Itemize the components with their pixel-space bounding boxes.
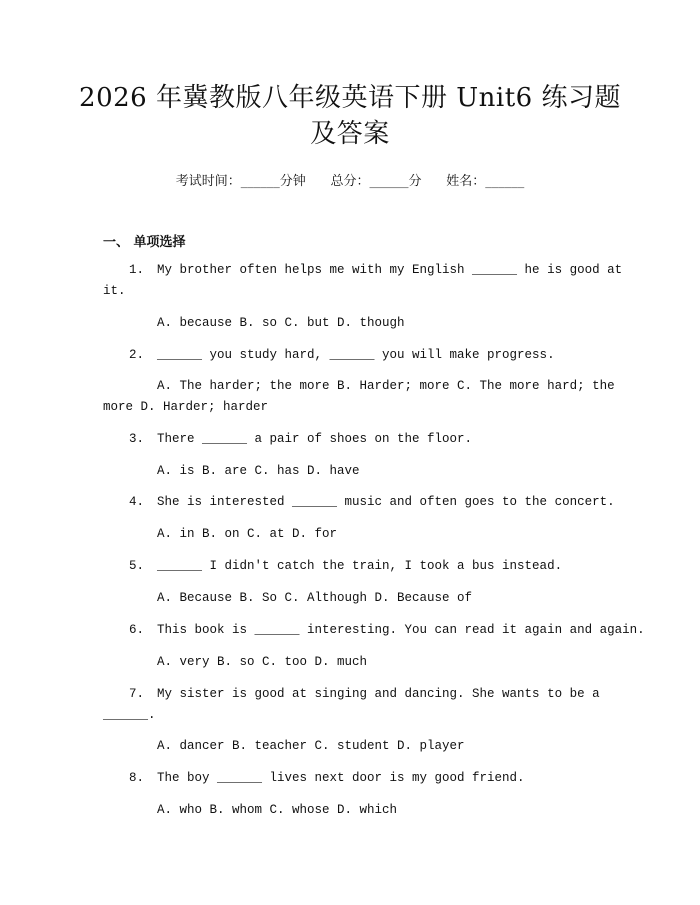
question-stem: This book is ______ interesting. You can read it again and again. [157, 623, 645, 637]
question-stem: ______ I didn't catch the train, I took a bus instead. [157, 559, 563, 573]
question-options: A. very B. so C. too D. much [157, 655, 368, 669]
document-title [60, 80, 640, 152]
question-stem: My brother often helps me with my English ______ he is good at [157, 263, 623, 277]
question-number: 4. [129, 495, 145, 509]
question-options: A. in B. on C. at D. for [157, 527, 338, 541]
title-line-1: 2026 年冀教版八年级英语下册 Unit6 练习题 [79, 83, 621, 113]
question-stem-continued: ______. [103, 708, 156, 722]
question-options-continued: more D. Harder; harder [103, 400, 269, 414]
question-stem: ______ you study hard, ______ you will make progress. [157, 348, 555, 362]
question-stem: There ______ a pair of shoes on the floor. [157, 432, 473, 446]
section-heading: 一、 单项选择 [103, 235, 186, 250]
question-number: 5. [129, 559, 145, 573]
question-number: 2. [129, 348, 145, 362]
question-stem: My sister is good at singing and dancing. She wants to be a [157, 687, 600, 701]
question-stem: She is interested ______ music and often goes to the concert. [157, 495, 615, 509]
question-options: A. is B. are C. has D. have [157, 464, 360, 478]
question-stem: The boy ______ lives next door is my good friend. [157, 771, 525, 785]
question-number: 3. [129, 432, 145, 446]
question-options: A. who B. whom C. whose D. which [157, 803, 398, 817]
question-number: 7. [129, 687, 145, 701]
question-options: A. The harder; the more B. Harder; more C. The more hard; the [157, 379, 615, 393]
question-options: A. because B. so C. but D. though [157, 316, 405, 330]
title-line-2: 及答案 [310, 119, 390, 149]
exam-meta-line: 考试时间：______分钟 总分：______分 姓名：______ [175, 174, 525, 189]
question-number: 8. [129, 771, 145, 785]
question-stem-continued: it. [103, 284, 126, 298]
question-options: A. dancer B. teacher C. student D. player [157, 739, 465, 753]
question-number: 6. [129, 623, 145, 637]
question-number: 1. [129, 263, 145, 277]
question-options: A. Because B. So C. Although D. Because of [157, 591, 473, 605]
